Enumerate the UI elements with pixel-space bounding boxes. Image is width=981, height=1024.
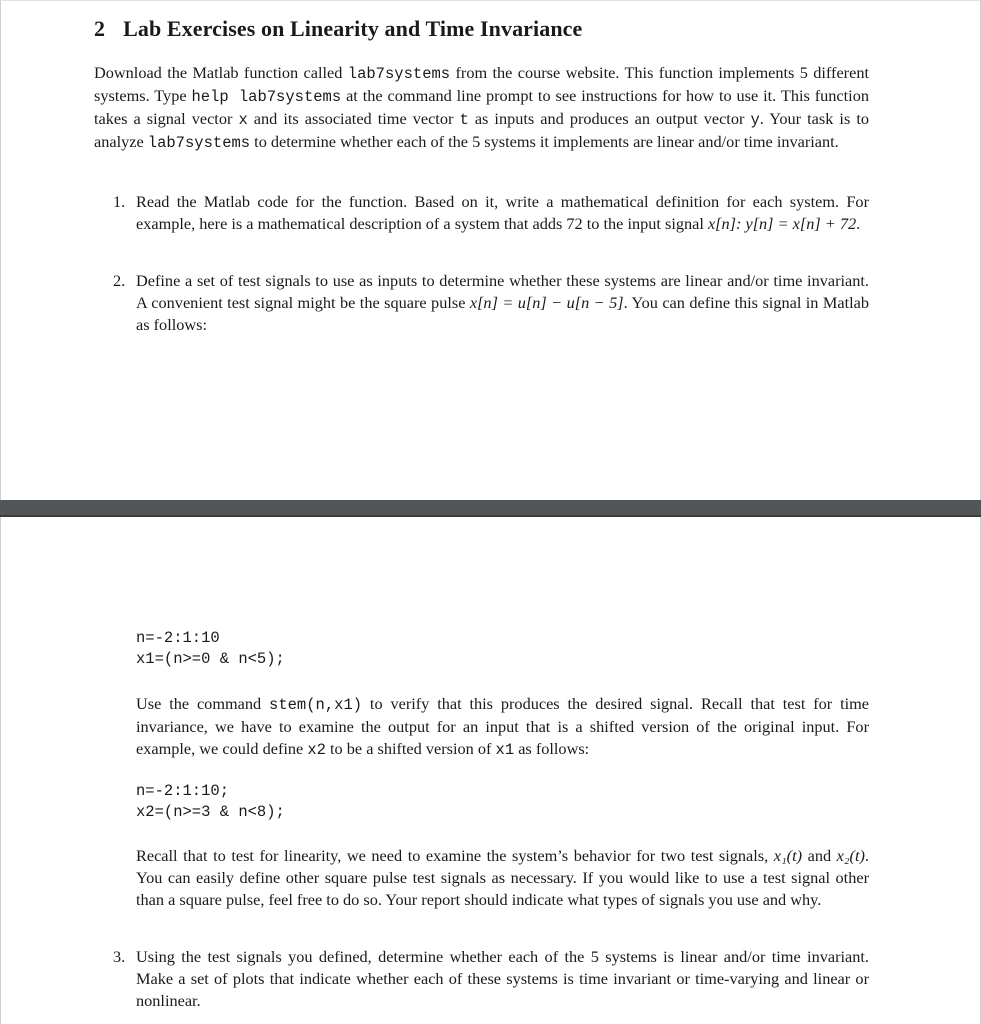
- code-line: x2=(n>=3 & n<8);: [136, 803, 285, 821]
- math-expression: x₂(t): [836, 846, 865, 865]
- para-text: and: [802, 846, 837, 865]
- list-item-text: Using the test signals you defined, determine whether each of the 5 systems is linear and/or time invariant. Make a set of plots that indicate whether each of these systems is time invariant or time-varying and linear or nonlinear.: [136, 947, 869, 1010]
- list-item-2: [113, 270, 869, 336]
- para-text: Use the command: [136, 694, 270, 713]
- inline-code: help lab7systems: [191, 88, 342, 106]
- inline-code: t: [459, 111, 469, 129]
- section-heading: [94, 16, 582, 42]
- list-item-number: 1.: [113, 192, 126, 211]
- code-block-1: [136, 628, 285, 670]
- math-expression: x[n]: y[n] = x[n] + 72: [707, 214, 857, 233]
- list-item-number: 2.: [113, 271, 126, 290]
- intro-paragraph: [94, 62, 869, 154]
- inline-code: x2: [307, 741, 326, 759]
- section-title: Lab Exercises on Linearity and Time Invariance: [123, 16, 583, 41]
- inline-code: x1: [495, 741, 515, 759]
- para-text: . You can easily define other square pulse test signals as necessary. If you would like to use a test signal other than a square pulse, feel free to do so. Your report should indicate what types of signals you use and why.: [136, 846, 869, 909]
- inline-code: lab7systems: [147, 134, 251, 152]
- code-line: n=-2:1:10: [136, 629, 220, 647]
- list-item-3: [113, 946, 869, 1012]
- inline-code: y: [750, 111, 760, 129]
- code-line: x1=(n>=0 & n<5);: [136, 650, 285, 668]
- list-item-text: [136, 191, 869, 235]
- inline-code: stem(n,x1): [269, 696, 363, 714]
- intro-text: Download the Matlab function called: [94, 63, 348, 82]
- inline-code: lab7systems: [347, 65, 451, 83]
- list-item-text: [136, 270, 869, 336]
- para-text: as follows:: [514, 739, 590, 758]
- para-text: to verify that this produces the desired signal. Recall that test for time invariance, we have to examine the output for an input that is a shifted version of the original input. For example, we could define: [136, 694, 870, 758]
- inline-code: x: [238, 111, 248, 129]
- math-expression: x₁(t): [773, 846, 803, 865]
- stem-paragraph: [136, 693, 869, 761]
- intro-text: to determine whether each of the 5 systems it implements are linear and/or time invariant.: [250, 132, 839, 151]
- intro-text: as inputs and produces an output vector: [468, 109, 751, 128]
- para-text: Recall that to test for linearity, we need to examine the system’s behavior for two test signals,: [136, 846, 774, 865]
- intro-text: from the course website. This function implements 5 different systems. Type: [94, 63, 869, 105]
- code-block-2: [136, 781, 285, 823]
- document-page-2: [0, 517, 981, 1024]
- para-text: to be a shifted version of: [325, 739, 496, 758]
- section-number: 2: [94, 16, 106, 41]
- intro-text: and its associated time vector: [247, 109, 460, 128]
- document-page-1: [0, 0, 981, 500]
- intro-text: at the command line prompt to see instructions for how to use it. This function takes a signal vector: [94, 86, 869, 128]
- list-item-1: [113, 191, 869, 235]
- item-text: Read the Matlab code for the function. Based on it, write a mathematical definition for each system. For example, here is a mathematical description of a system that adds 72 to the input signal: [136, 192, 869, 233]
- item-text: . You can define this signal in Matlab as follows:: [136, 293, 870, 334]
- code-line: n=-2:1:10;: [136, 782, 230, 800]
- intro-text: . Your task is to analyze: [94, 109, 869, 151]
- list-item-number: 3.: [113, 947, 126, 966]
- item-text: Define a set of test signals to use as inputs to determine whether these systems are linear and/or time invariant. A convenient test signal might be the square pulse: [136, 271, 869, 312]
- item-text: .: [856, 214, 861, 233]
- linearity-paragraph: [136, 845, 869, 911]
- math-expression: x[n] = u[n] − u[n − 5]: [469, 293, 624, 312]
